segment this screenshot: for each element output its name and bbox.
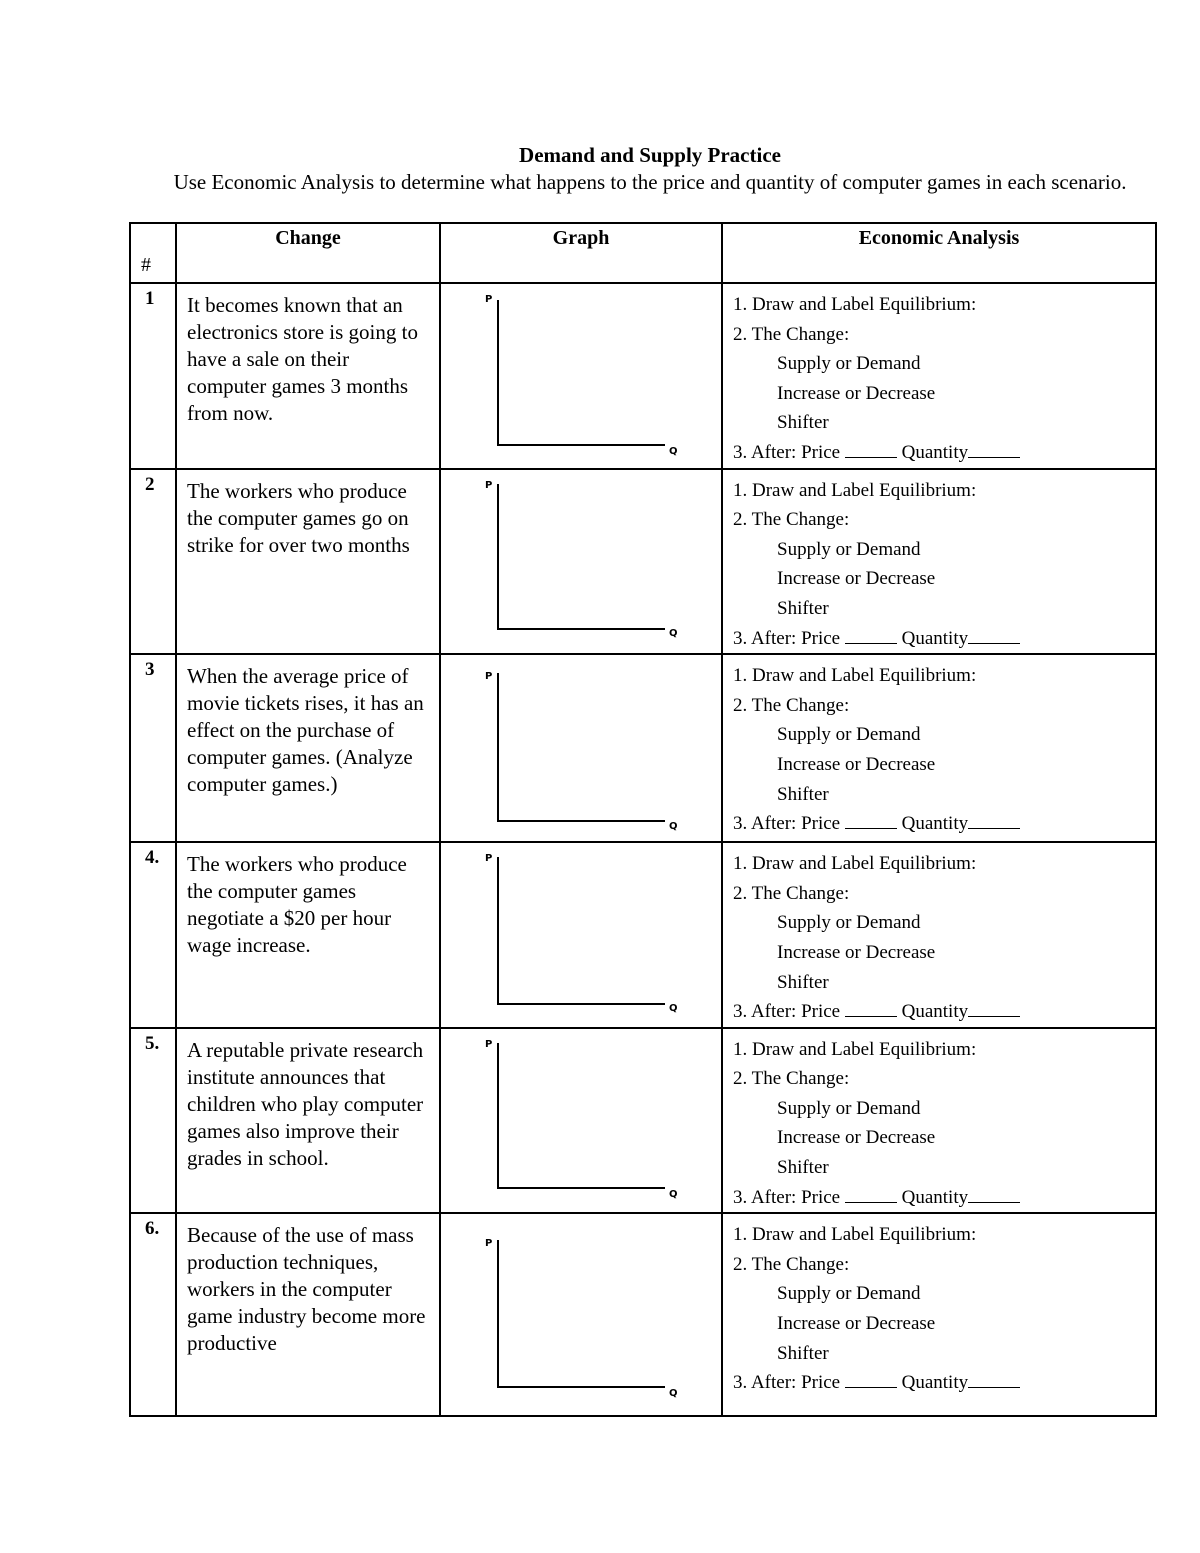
column-header-analysis: Economic Analysis [722, 223, 1156, 283]
row-number: 5. [130, 1028, 176, 1214]
column-header-change: Change [176, 223, 440, 283]
table-header-row [130, 223, 1156, 283]
shifter-line[interactable]: Shifter [777, 1157, 829, 1179]
change-description: Because of the use of mass production techniques, workers in the computer game industry become more productive [176, 1213, 440, 1416]
table-row [130, 469, 1156, 655]
economic-analysis [722, 1028, 1156, 1214]
quantity-axis-label: Q [669, 821, 678, 833]
row-number: 6. [130, 1213, 176, 1416]
increase-or-decrease-line[interactable]: Increase or Decrease [777, 941, 936, 963]
shifter-line[interactable]: Shifter [777, 597, 829, 619]
quantity-axis-label: Q [669, 1388, 678, 1400]
quantity-answer-blank[interactable] [968, 627, 1020, 644]
price-answer-blank[interactable] [845, 812, 897, 829]
price-axis-label: P [485, 479, 493, 491]
economic-analysis [722, 469, 1156, 655]
supply-or-demand-line[interactable]: Supply or Demand [777, 912, 921, 934]
draw-equilibrium-line: 1. Draw and Label Equilibrium: [733, 1038, 977, 1060]
price-axis [497, 857, 499, 1003]
quantity-axis-label: Q [669, 446, 678, 457]
graph-area[interactable] [440, 1213, 722, 1416]
economic-analysis [722, 283, 1156, 469]
the-change-line: 2. The Change: [733, 1068, 850, 1090]
draw-equilibrium-line: 1. Draw and Label Equilibrium: [733, 853, 977, 875]
price-axis-label: P [485, 294, 493, 305]
price-answer-blank[interactable] [845, 441, 897, 458]
after-line [733, 624, 1155, 654]
row-number: 4. [130, 842, 176, 1028]
price-axis [497, 673, 499, 820]
draw-equilibrium-line: 1. Draw and Label Equilibrium: [733, 294, 977, 315]
price-axis [497, 300, 499, 444]
after-price-label: 3. After: Price [733, 1186, 841, 1208]
economic-analysis [722, 1213, 1156, 1416]
draw-equilibrium-line: 1. Draw and Label Equilibrium: [733, 479, 977, 501]
shifter-line[interactable]: Shifter [777, 971, 829, 993]
after-price-label: 3. After: Price [733, 1372, 841, 1394]
graph-area[interactable] [440, 654, 722, 842]
draw-equilibrium-line: 1. Draw and Label Equilibrium: [733, 665, 977, 687]
shifter-line[interactable]: Shifter [777, 1342, 829, 1364]
quantity-label: Quantity [901, 813, 969, 835]
the-change-line: 2. The Change: [733, 882, 850, 904]
table-row [130, 842, 1156, 1028]
table-row [130, 1213, 1156, 1416]
after-line [733, 438, 1155, 468]
quantity-axis-label: Q [669, 1003, 678, 1015]
price-axis [497, 484, 499, 628]
economic-analysis [722, 654, 1156, 842]
increase-or-decrease-line[interactable]: Increase or Decrease [777, 1313, 936, 1335]
increase-or-decrease-line[interactable]: Increase or Decrease [777, 753, 936, 775]
after-price-label: 3. After: Price [733, 1001, 841, 1023]
supply-or-demand-line[interactable]: Supply or Demand [777, 1283, 921, 1305]
graph-area[interactable] [440, 283, 722, 469]
quantity-axis-label: Q [669, 1188, 678, 1200]
price-axis-label: P [485, 671, 493, 683]
increase-or-decrease-line[interactable]: Increase or Decrease [777, 1127, 936, 1149]
quantity-axis [497, 1386, 665, 1388]
after-price-label: 3. After: Price [733, 627, 841, 649]
increase-or-decrease-line[interactable]: Increase or Decrease [777, 382, 936, 404]
price-axis-label: P [485, 1038, 493, 1050]
price-axis-label: P [485, 1238, 493, 1250]
row-number: 1 [130, 283, 176, 469]
increase-or-decrease-line[interactable]: Increase or Decrease [777, 568, 936, 590]
after-line [733, 1183, 1155, 1213]
quantity-answer-blank[interactable] [968, 1371, 1020, 1388]
graph-area[interactable] [440, 842, 722, 1028]
column-header-graph: Graph [440, 223, 722, 283]
quantity-axis [497, 1187, 665, 1189]
quantity-answer-blank[interactable] [968, 812, 1020, 829]
worksheet-table [129, 222, 1157, 1417]
after-line [733, 997, 1155, 1027]
supply-or-demand-line[interactable]: Supply or Demand [777, 538, 921, 560]
quantity-label: Quantity [901, 1186, 969, 1208]
after-price-label: 3. After: Price [733, 441, 841, 463]
price-axis [497, 1240, 499, 1386]
table-row [130, 283, 1156, 469]
quantity-label: Quantity [901, 627, 969, 649]
quantity-axis-label: Q [669, 627, 678, 639]
row-number: 2 [130, 469, 176, 655]
economic-analysis [722, 842, 1156, 1028]
price-answer-blank[interactable] [845, 1000, 897, 1017]
change-description: The workers who produce the computer games negotiate a $20 per hour wage increase. [176, 842, 440, 1028]
draw-equilibrium-line: 1. Draw and Label Equilibrium: [733, 1224, 977, 1246]
worksheet-header [130, 141, 1170, 196]
the-change-line: 2. The Change: [733, 509, 850, 531]
worksheet-title: Demand and Supply Practice [519, 143, 781, 167]
change-description: It becomes known that an electronics store is going to have a sale on their computer games 3 months from now. [176, 283, 440, 469]
price-answer-blank[interactable] [845, 1371, 897, 1388]
the-change-line: 2. The Change: [733, 323, 850, 345]
price-axis-label: P [485, 853, 493, 865]
worksheet-instructions: Use Economic Analysis to determine what happens to the price and quantity of computer games in each scenario. [173, 170, 1127, 194]
price-axis [497, 1043, 499, 1187]
change-description: When the average price of movie tickets rises, it has an effect on the purchase of computer games. (Analyze computer games.) [176, 654, 440, 842]
after-line [733, 809, 1155, 839]
supply-or-demand-line[interactable]: Supply or Demand [777, 353, 921, 375]
shifter-line[interactable]: Shifter [777, 783, 829, 805]
change-description: The workers who produce the computer games go on strike for over two months [176, 469, 440, 655]
quantity-answer-blank[interactable] [968, 1186, 1020, 1203]
quantity-axis [497, 628, 665, 630]
column-header-num: # [130, 223, 176, 283]
the-change-line: 2. The Change: [733, 1253, 850, 1275]
quantity-label: Quantity [901, 1372, 969, 1394]
graph-area[interactable] [440, 1028, 722, 1214]
quantity-answer-blank[interactable] [968, 1000, 1020, 1017]
the-change-line: 2. The Change: [733, 694, 850, 716]
quantity-answer-blank[interactable] [968, 441, 1020, 458]
graph-area[interactable] [440, 469, 722, 655]
quantity-axis [497, 1003, 665, 1005]
quantity-axis [497, 444, 665, 446]
quantity-axis [497, 820, 665, 822]
after-line [733, 1368, 1155, 1398]
price-answer-blank[interactable] [845, 1186, 897, 1203]
change-description: A reputable private research institute announces that children who play computer games also improve their grades in school. [176, 1028, 440, 1214]
quantity-label: Quantity [901, 441, 969, 463]
supply-or-demand-line[interactable]: Supply or Demand [777, 724, 921, 746]
shifter-line[interactable]: Shifter [777, 412, 829, 434]
price-answer-blank[interactable] [845, 627, 897, 644]
table-row [130, 654, 1156, 842]
row-number: 3 [130, 654, 176, 842]
quantity-label: Quantity [901, 1001, 969, 1023]
after-price-label: 3. After: Price [733, 813, 841, 835]
supply-or-demand-line[interactable]: Supply or Demand [777, 1097, 921, 1119]
table-row [130, 1028, 1156, 1214]
